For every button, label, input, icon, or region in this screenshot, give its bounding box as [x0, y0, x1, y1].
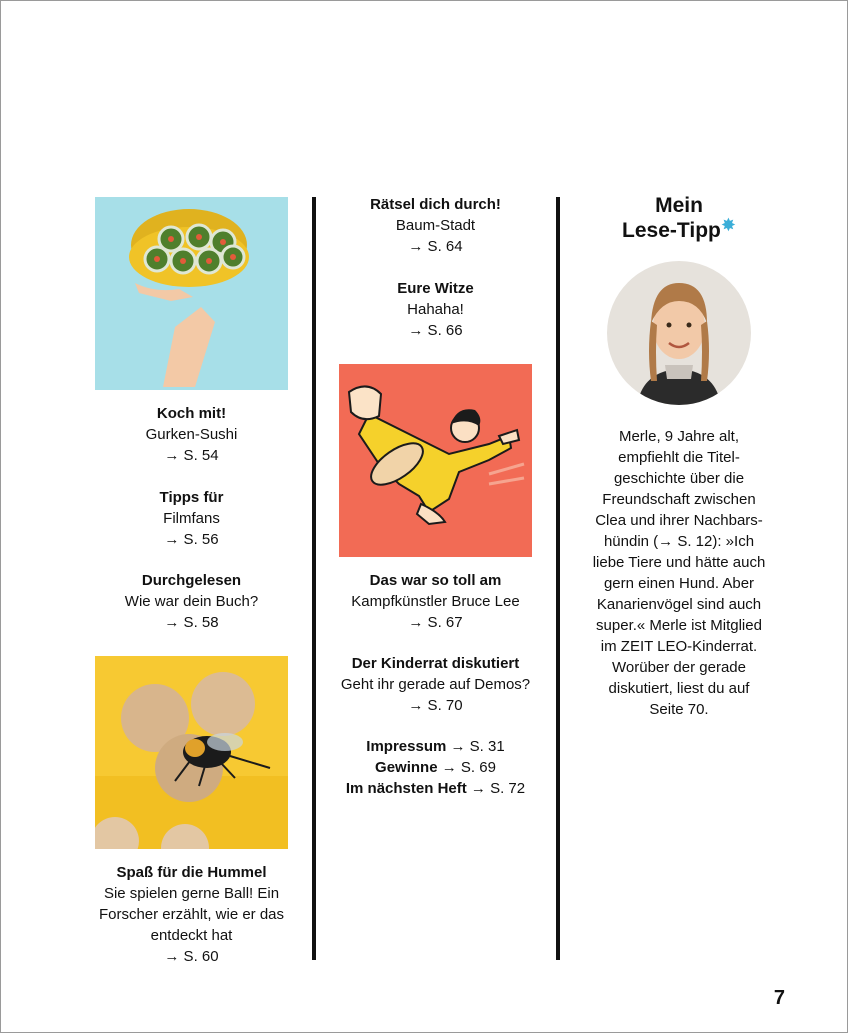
toc-entry-tipps-fuer[interactable] [95, 487, 288, 550]
entry-page: → S. 64 [408, 238, 463, 255]
entry-page: → S. 58 [164, 614, 219, 631]
entry-page: → S. 54 [164, 447, 219, 464]
misc-page: → S. 69 [441, 759, 496, 776]
lese-tipp-text: Merle, 9 Jahre alt, empfiehlt die Titelgeschichte über die Freundschaft zwischen Clea und ihrer Nachbarshündin (→ S. 12): »Ich liebe Tiere und hätte auch gern einen Hund. Aber Kanarienvögel sind auch super.« Merle ist Mitglied im ZEIT LEO-Kinderrat. Worüber der gerade diskutiert, liest du auf Seite 70. [592, 428, 766, 718]
entry-title: Spaß für die Hummel [116, 864, 267, 881]
entry-page: → S. 60 [164, 948, 219, 965]
entry-subtitle: Kampfkünstler Bruce Lee [351, 593, 520, 610]
misc-gewinne[interactable] [323, 757, 548, 778]
heading-line-2-text: Lese-Tipp [622, 219, 721, 242]
page-number: 7 [773, 987, 785, 1009]
entry-subtitle: Hahaha! [407, 301, 464, 318]
lese-tipp-heading [587, 193, 771, 244]
entry-subtitle: Baum-Stadt [395, 217, 476, 234]
toc-entry-hummel[interactable] [95, 862, 288, 967]
entry-page: → S. 67 [408, 614, 463, 631]
misc-label: Gewinne [375, 759, 438, 776]
entry-text: Sie spielen gerne Ball! Ein Forscher erzählt, wie er das entdeckt hat [98, 885, 285, 944]
misc-label: Impressum [366, 738, 447, 755]
entry-title: Das war so toll am [369, 572, 502, 589]
entry-page: → S. 70 [408, 697, 463, 714]
misc-page: → S. 31 [450, 738, 505, 755]
toc-entry-koch-mit[interactable] [95, 403, 288, 466]
entry-page: → S. 56 [164, 531, 219, 548]
entry-title: Durchgelesen [141, 572, 242, 589]
heading-line-1: Mein [655, 194, 703, 217]
toc-entry-witze[interactable] [323, 278, 548, 341]
entry-title: Eure Witze [397, 280, 474, 297]
entry-title: Der Kinderrat diskutiert [351, 655, 520, 672]
column-divider-right [556, 197, 560, 960]
misc-page: → S. 72 [470, 780, 526, 797]
misc-naechstes-heft[interactable] [323, 778, 548, 799]
misc-impressum[interactable] [323, 736, 548, 757]
toc-entry-bruce-lee[interactable] [323, 570, 548, 633]
entry-page: → S. 66 [408, 322, 463, 339]
heading-line-2 [587, 215, 771, 244]
entry-title: Rätsel dich durch! [370, 196, 501, 213]
entry-subtitle: Wie war dein Buch? [124, 593, 259, 610]
misc-links [323, 736, 548, 799]
toc-entry-raetsel[interactable] [323, 194, 548, 257]
entry-title: Tipps für [159, 489, 224, 506]
entry-subtitle: Geht ihr gerade auf Demos? [340, 676, 531, 693]
misc-label: Im nächsten Heft [345, 780, 467, 797]
toc-entry-kinderrat[interactable] [323, 653, 548, 716]
column-1 [95, 1, 288, 1033]
star-icon: ✸ [720, 215, 736, 235]
entry-title: Koch mit! [156, 405, 227, 422]
entry-subtitle: Filmfans [163, 510, 220, 527]
entry-subtitle: Gurken-Sushi [145, 426, 238, 443]
toc-entry-durchgelesen[interactable] [95, 570, 288, 633]
bruce-lee-illustration [339, 364, 532, 557]
bumblebee-with-balls-photo [95, 656, 288, 849]
reader-portrait-photo [607, 261, 751, 405]
column-divider-left [312, 197, 316, 960]
